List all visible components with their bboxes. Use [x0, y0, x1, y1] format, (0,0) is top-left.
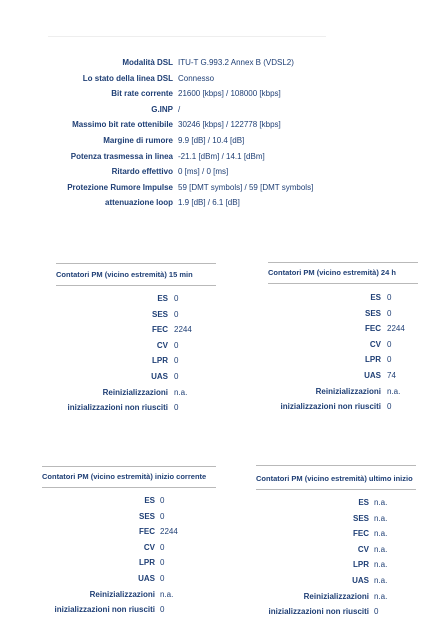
- pm-counter-value: 0: [174, 356, 179, 366]
- dsl-row-label: Margine di rumore: [103, 136, 173, 145]
- pm-counter-label: inizializzazioni non riusciti: [280, 402, 381, 412]
- pm-counter-value: n.a.: [374, 560, 388, 570]
- pm-counter-label: FEC: [152, 325, 168, 335]
- pm-counter-label: CV: [369, 339, 381, 349]
- pm-counter-label: FEC: [139, 527, 155, 537]
- pm-counter-value: 0: [160, 496, 165, 505]
- pm-counter-value: 0: [160, 558, 165, 568]
- pm-counter-value: 0: [387, 308, 392, 318]
- pm-counter-value: 0: [387, 339, 392, 349]
- panel-title-rule: [268, 283, 418, 284]
- dsl-row-value: 1.9 [dB] / 6.1 [dB]: [178, 198, 240, 208]
- pm-counter-row: [0, 543, 443, 557]
- pm-counter-label: Reinizializzazioni: [102, 387, 168, 397]
- dsl-row-label: Lo stato della linea DSL: [82, 73, 173, 83]
- pm-counter-value: 2244: [174, 325, 192, 335]
- panel-top-rule: [42, 466, 216, 467]
- pm-counter-label: ES: [370, 293, 381, 302]
- panel-title-rule: [256, 489, 416, 490]
- pm-counter-row: [0, 558, 443, 572]
- pm-counter-value: 0: [160, 574, 165, 583]
- panel-title-rule: [42, 487, 216, 488]
- dsl-row: [0, 181, 443, 195]
- pm-counter-value: n.a.: [374, 513, 388, 523]
- pm-counter-label: CV: [357, 544, 369, 554]
- pm-counter-value: 0: [387, 355, 392, 365]
- pm-counter-label: CV: [143, 542, 155, 552]
- dsl-row-value: Connesso: [178, 73, 215, 83]
- pm-counter-value: 0: [387, 293, 392, 302]
- dsl-row-value: -21.1 [dBm] / 14.1 [dBm]: [178, 151, 265, 161]
- pm-counter-row: [0, 353, 443, 367]
- pm-counter-value: 2244: [160, 527, 178, 537]
- pm-counter-label: ES: [157, 294, 168, 303]
- dsl-row-label: Protezione Rumore Impulse: [67, 182, 173, 192]
- pm-counter-value: 74: [387, 371, 396, 380]
- pm-counter-value: 0: [160, 511, 165, 521]
- pm-counter-label: inizializzazioni non riusciti: [54, 605, 155, 615]
- pm-counter-label: LPR: [152, 356, 168, 366]
- pm-counter-label: SES: [151, 309, 168, 319]
- panel-top-rule: [56, 263, 216, 264]
- pm-counter-label: ES: [144, 496, 155, 505]
- pm-counter-label: LPR: [365, 355, 381, 365]
- dsl-row: [0, 134, 443, 148]
- pm-counter-row: [0, 574, 443, 588]
- dsl-row-value: ITU-T G.993.2 Annex B (VDSL2): [178, 58, 294, 67]
- dsl-row: [0, 103, 443, 117]
- panel-title: Contatori PM (vicino estremità) ultimo inizio: [256, 474, 413, 483]
- dsl-row-value: 9.9 [dB] / 10.4 [dB]: [178, 136, 245, 145]
- pm-counter-value: 0: [174, 403, 179, 413]
- pm-counter-row: [0, 307, 443, 321]
- pm-counter-value: n.a.: [174, 387, 188, 397]
- pm-counter-row: [0, 291, 443, 305]
- pm-counter-row: [0, 605, 443, 619]
- pm-counter-value: n.a.: [374, 576, 388, 585]
- pm-counter-value: 0: [174, 340, 179, 350]
- pm-counter-label: SES: [364, 308, 381, 318]
- pm-counter-label: CV: [156, 340, 168, 350]
- pm-counter-row: [0, 527, 443, 541]
- dsl-row: [0, 150, 443, 164]
- pm-counter-row: [0, 400, 443, 414]
- dsl-row-label: Bit rate corrente: [111, 89, 173, 99]
- pm-counter-value: 0: [374, 607, 379, 617]
- pm-counter-value: n.a.: [374, 529, 388, 539]
- dsl-row: [0, 118, 443, 132]
- dsl-row-label: Modalità DSL: [122, 58, 173, 67]
- pm-counter-row: [0, 385, 443, 399]
- dsl-row: [0, 72, 443, 86]
- dsl-row-value: 30246 [kbps] / 122778 [kbps]: [178, 120, 281, 130]
- pm-counter-label: SES: [352, 513, 369, 523]
- dsl-row: [0, 56, 443, 70]
- pm-counter-label: LPR: [139, 558, 155, 568]
- pm-counter-label: Reinizializzazioni: [315, 386, 381, 396]
- panel-title: Contatori PM (vicino estremità) 24 h: [268, 268, 396, 277]
- dsl-row-value: 59 [DMT symbols] / 59 [DMT symbols]: [178, 182, 314, 192]
- pm-counter-label: UAS: [151, 372, 168, 381]
- pm-counter-value: n.a.: [387, 386, 401, 396]
- pm-counter-label: UAS: [138, 574, 155, 583]
- top-divider: [48, 36, 326, 37]
- pm-counter-row: [0, 590, 443, 604]
- pm-counter-label: UAS: [364, 371, 381, 380]
- pm-counter-row: [0, 512, 443, 526]
- pm-counter-value: n.a.: [374, 498, 388, 507]
- pm-counter-label: inizializzazioni non riusciti: [67, 403, 168, 413]
- pm-counter-label: Reinizializzazioni: [303, 591, 369, 601]
- dsl-row-value: 21600 [kbps] / 108000 [kbps]: [178, 89, 281, 99]
- pm-counter-label: FEC: [353, 529, 369, 539]
- panel-title: Contatori PM (vicino estremità) inizio corrente: [42, 472, 207, 481]
- pm-counter-value: 2244: [387, 324, 405, 334]
- panel-top-rule: [268, 262, 418, 263]
- pm-counter-value: 0: [174, 372, 179, 381]
- pm-counter-row: [0, 338, 443, 352]
- pm-counter-value: 0: [174, 309, 179, 319]
- pm-counter-label: ES: [358, 498, 369, 507]
- panel-title-rule: [56, 285, 216, 286]
- pm-counter-label: UAS: [352, 576, 369, 585]
- pm-counter-value: n.a.: [374, 544, 388, 554]
- pm-counter-value: n.a.: [160, 589, 174, 599]
- dsl-row-label: Massimo bit rate ottenibile: [72, 120, 173, 130]
- dsl-row: [0, 196, 443, 210]
- dsl-row-value: 0 [ms] / 0 [ms]: [178, 167, 229, 177]
- dsl-row-value: /: [178, 104, 181, 114]
- pm-counter-row: [0, 322, 443, 336]
- dsl-row: [0, 165, 443, 179]
- dsl-row-label: G.INP: [151, 104, 173, 114]
- pm-counter-value: n.a.: [374, 591, 388, 601]
- pm-counter-label: LPR: [353, 560, 369, 570]
- panel-top-rule: [256, 465, 416, 466]
- pm-counter-value: 0: [160, 542, 165, 552]
- pm-counter-label: SES: [138, 511, 155, 521]
- pm-counter-row: [0, 496, 443, 510]
- dsl-row: [0, 87, 443, 101]
- pm-counter-row: [0, 369, 443, 383]
- pm-counter-label: Reinizializzazioni: [89, 589, 155, 599]
- pm-counter-label: inizializzazioni non riusciti: [268, 607, 369, 617]
- dsl-row-label: attenuazione loop: [105, 198, 173, 208]
- pm-counter-value: 0: [160, 605, 165, 615]
- dsl-row-label: Potenza trasmessa in linea: [70, 151, 173, 161]
- pm-counter-value: 0: [387, 402, 392, 412]
- pm-counter-label: FEC: [365, 324, 381, 334]
- dsl-row-label: Ritardo effettivo: [111, 167, 173, 177]
- panel-title: Contatori PM (vicino estremità) 15 min: [56, 270, 193, 279]
- pm-counter-value: 0: [174, 294, 179, 303]
